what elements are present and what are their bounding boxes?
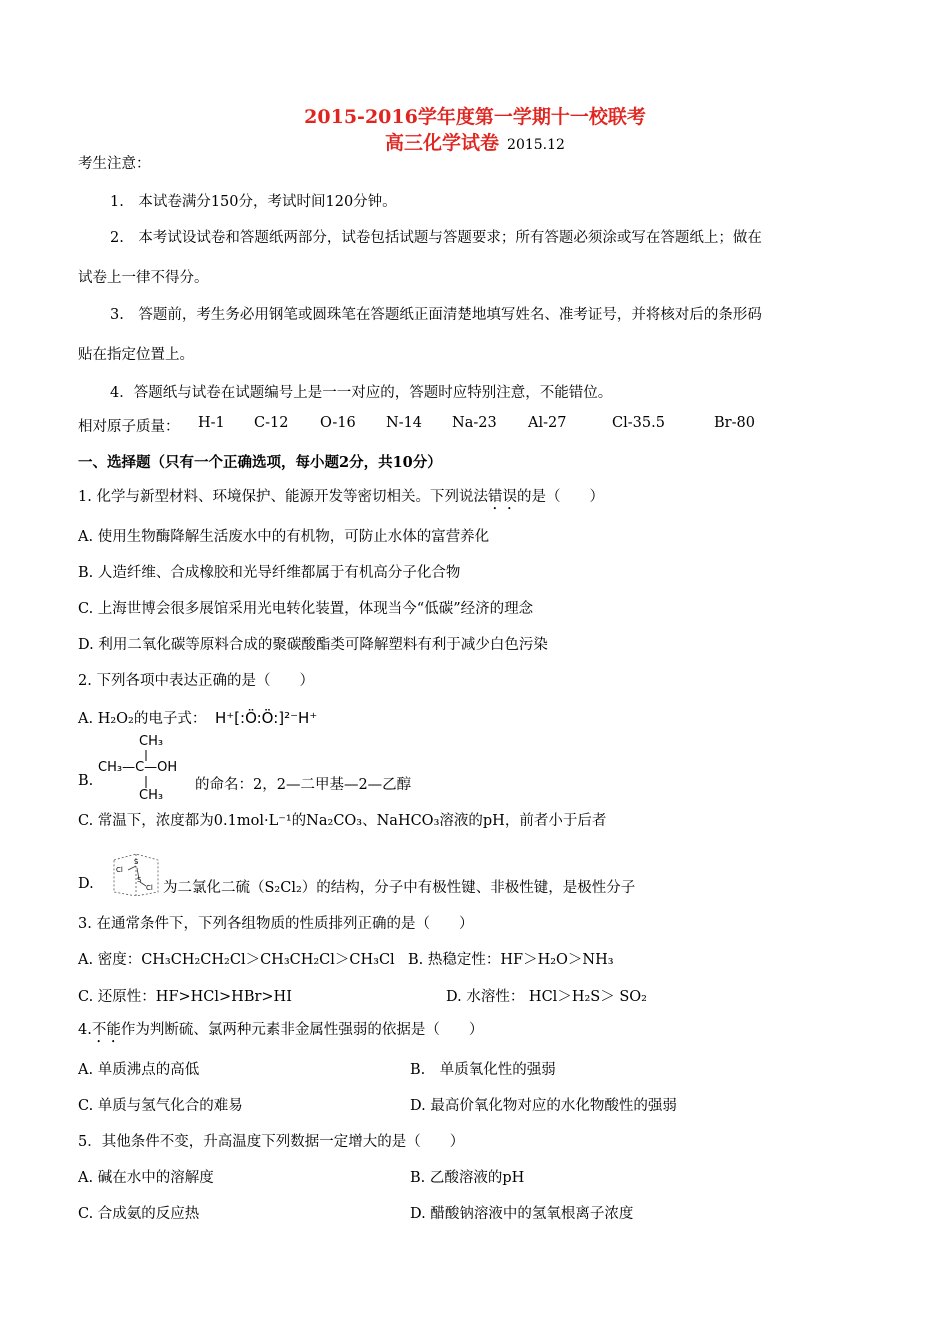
notice-item-3a: 3. 答题前，考生务必用钢笔或圆珠笔在答题纸正面清楚地填写姓名、准考证号，并将核对后的条形码 [110, 307, 762, 323]
methyl-top: CH₃ [139, 734, 164, 749]
q4-option-c: C. 单质与氢气化合的难易 [78, 1098, 243, 1114]
atomic-mass-line [78, 415, 755, 436]
q2-a-label: A. H₂O₂的电子式： [78, 711, 207, 727]
q2-stem: 2. 下列各项中表达正确的是（ ） [78, 673, 314, 689]
exam-title: 2015-2016学年度第一学期十一校联考 [304, 106, 646, 128]
q2-d-label: D. [78, 876, 94, 892]
notice-item-4: 4．答题纸与试卷在试题编号上是一一对应的，答题时应特别注意，不能错位。 [110, 385, 613, 401]
notice-item-2a: 2. 本考试设试卷和答题纸两部分，试卷包括试题与答题要求；所有答题必须涂或写在答题纸上；做在 [110, 230, 762, 246]
q1-option-a: A. 使用生物酶降解生活废水中的有机物，可防止水体的富营养化 [78, 529, 490, 545]
q2-b-structure [98, 734, 193, 806]
h2o2-electron-formula: H⁺[:Ö:Ö:]²⁻H⁺ [214, 709, 318, 727]
atomic-mass-item: H-1 [198, 415, 225, 431]
q2-option-c: C. 常温下，浓度都为0.1mol·L⁻¹的Na₂CO₃、NaHCO₃溶液的pH，前者小于后者 [78, 813, 607, 829]
q3-option-b: B. 热稳定性：HF＞H₂O＞NH₃ [408, 952, 614, 968]
q1-option-b: B. 人造纤维、合成橡胶和光导纤维都属于有机高分子化合物 [78, 565, 461, 581]
q5-option-d: D. 醋酸钠溶液中的氢氧根离子浓度 [410, 1206, 634, 1222]
notice-item-3b: 贴在指定位置上。 [78, 347, 194, 363]
q3-option-c: C. 还原性：HF>HCl>HBr>HI [78, 989, 292, 1005]
q2-d-text: 为二氯化二硫（S₂Cl₂）的结构，分子中有极性键、非极性键，是极性分子 [163, 880, 636, 896]
atomic-mass-item: Na-23 [452, 415, 497, 431]
q3-stem: 3. 在通常条件下，下列各组物质的性质排列正确的是（ ） [78, 916, 474, 932]
q4-stem [78, 1018, 483, 1046]
q4-option-d: D. 最高价氧化物对应的水化物酸性的强弱 [410, 1098, 677, 1114]
atomic-mass-item: Al-27 [528, 415, 567, 431]
structure-main-chain: CH₃—C—OH [98, 760, 178, 775]
methyl-bottom: CH₃ [139, 788, 164, 803]
q4-stem-emphasis: 不能 [91, 1022, 121, 1038]
q1-option-d: D. 利用二氧化碳等原料合成的聚碳酸酯类可降解塑料有利于减少白色污染 [78, 637, 548, 653]
q5-stem: 5．其他条件不变，升高温度下列数据一定增大的是（ ） [78, 1134, 465, 1150]
s2cl2-structure [110, 852, 162, 896]
q2-b-label: B. [78, 773, 94, 789]
q1-stem-post: 的是（ ） [516, 489, 604, 505]
section-1-heading: 一、选择题（只有一个正确选项，每小题2分，共10分） [78, 454, 442, 471]
q4-stem-post: 作为判断硫、氯两种元素非金属性强弱的依据是（ ） [120, 1022, 484, 1038]
bond-lines-icon [98, 734, 193, 806]
q2-option-a [78, 707, 317, 728]
q5-option-c: C. 合成氨的反应热 [78, 1206, 200, 1222]
subtitle-text: 高三化学试卷 [385, 132, 500, 154]
q2-b-text: 的命名：2，2—二甲基—2—乙醇 [195, 777, 412, 793]
notice-item-2b: 试卷上一律不得分。 [78, 270, 209, 286]
q1-stem-pre: 1. 化学与新型材料、环境保护、能源开发等密切相关。下列说法 [78, 489, 488, 505]
exam-subtitle [0, 128, 950, 155]
q3-option-a: A. 密度：CH₃CH₂CH₂Cl＞CH₃CH₂Cl＞CH₃Cl [78, 952, 395, 968]
q4-stem-num: 4. [78, 1022, 92, 1038]
atomic-mass-label: 相对原子质量： [78, 419, 180, 435]
q5-option-b: B. 乙酸溶液的pH [410, 1170, 525, 1186]
q1-option-c: C. 上海世博会很多展馆采用光电转化装置，体现当今“低碳”经济的理念 [78, 601, 534, 617]
q4-option-a: A. 单质沸点的高低 [78, 1062, 200, 1078]
notice-heading: 考生注意： [78, 156, 151, 172]
atom-s: S [137, 876, 142, 884]
q1-stem-emphasis: 错误 [487, 489, 517, 505]
q1-stem [78, 485, 604, 513]
atomic-mass-item: Cl-35.5 [612, 415, 665, 431]
atom-cl: Cl [146, 884, 153, 892]
notice-item-1: 1. 本试卷满分150分，考试时间120分钟。 [110, 194, 397, 210]
q4-option-b: B. 单质氧化性的强弱 [410, 1062, 556, 1078]
atomic-mass-item: O-16 [320, 415, 356, 431]
exam-date: 2015.12 [507, 137, 565, 153]
atomic-mass-item: Br-80 [714, 415, 755, 431]
atom-cl: Cl [116, 866, 123, 874]
atomic-mass-item: C-12 [254, 415, 289, 431]
atom-s: S [134, 858, 139, 866]
q5-option-a: A. 碱在水中的溶解度 [78, 1170, 214, 1186]
q3-option-d: D. 水溶性： HCl＞H₂S＞ SO₂ [446, 989, 647, 1005]
atomic-mass-item: N-14 [386, 415, 423, 431]
